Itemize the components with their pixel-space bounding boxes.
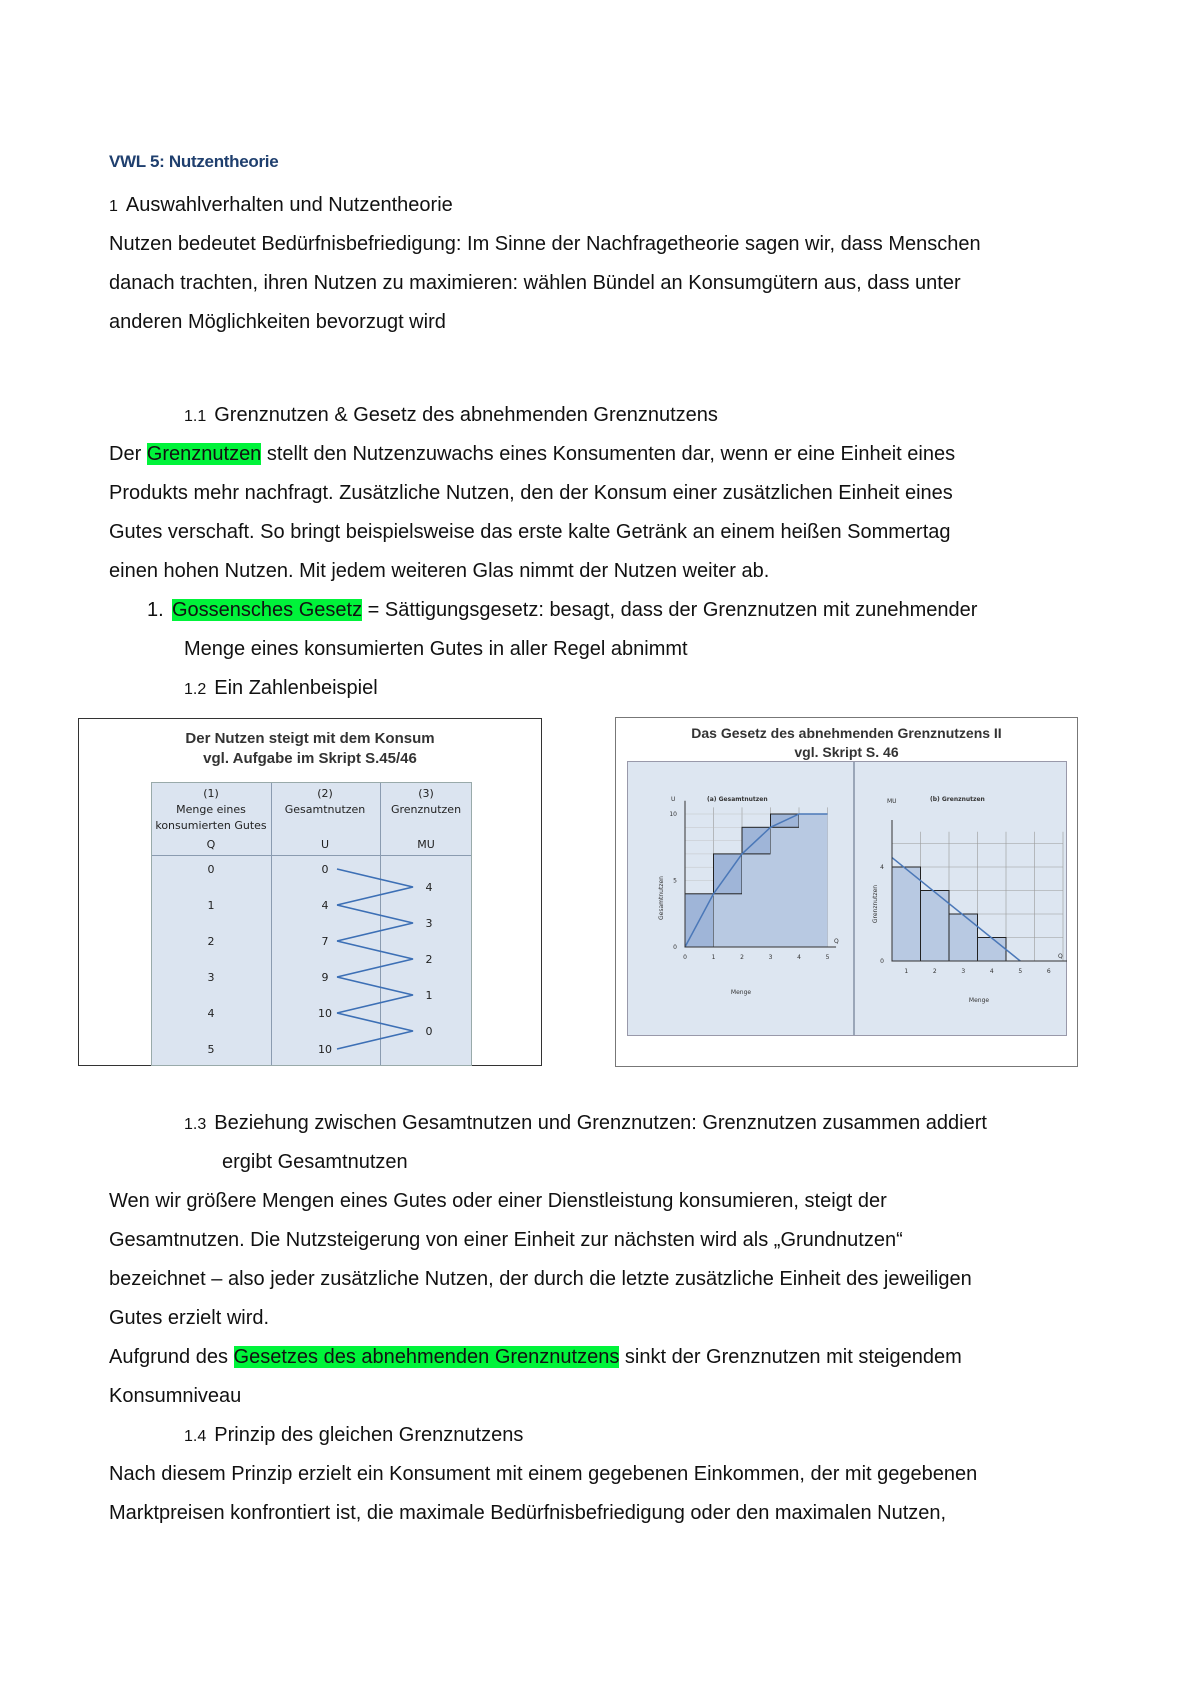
highlight-grenznutzen: Grenznutzen (146, 443, 262, 465)
heading-continuation: ergibt Gesamtnutzen (222, 1151, 408, 1173)
left-x-label: Menge (730, 989, 752, 996)
right-x-tick: 6 (1046, 968, 1051, 975)
header-label: Menge eines (176, 803, 246, 816)
section-number: 1.2 (184, 681, 207, 698)
heading-text: Beziehung zwischen Gesamtnutzen und Grenznutzen: Grenznutzen zusammen addiert (214, 1112, 987, 1134)
paragraph-line: Wen wir größere Mengen eines Gutes oder einer Dienstleistung konsumieren, steigt der (109, 1190, 887, 1212)
paragraph-line: einen hohen Nutzen. Mit jedem weiteren Glas nimmt der Nutzen weiter ab. (109, 560, 770, 582)
table-cell-q: 1 (207, 899, 215, 912)
right-q-label: Q (1058, 953, 1063, 960)
figure-subtitle: vgl. Aufgabe im Skript S.45/46 (203, 750, 417, 767)
section-number: 1.1 (184, 408, 207, 425)
left-x-tick: 5 (825, 954, 830, 961)
text-span: stellt den Nutzenzuwachs eines Konsumenten dar, wenn er eine Einheit eines (261, 443, 956, 465)
left-area-bar (799, 814, 828, 947)
table-cell-mu: 0 (425, 1025, 433, 1038)
left-x-tick: 2 (740, 954, 744, 961)
paragraph-line: anderen Möglichkeiten bevorzugt wird (109, 311, 446, 333)
section-1-2-heading (184, 676, 378, 702)
table-cell-mu: 3 (425, 917, 433, 930)
paragraph-line: danach trachten, ihren Nutzen zu maximieren: wählen Bündel an Konsumgütern aus, dass unter (109, 272, 961, 294)
paragraph-line: bezeichnet – also jeder zusätzliche Nutzen, der durch die letzte zusätzliche Einheit des jeweiligen (109, 1268, 972, 1290)
right-y-tick: 0 (880, 958, 884, 965)
figure-diminishing-utility (615, 717, 1078, 1067)
left-y-tick: 5 (673, 877, 677, 885)
table-cell-q: 0 (207, 863, 215, 876)
paragraph-line: Marktpreisen konfrontiert ist, die maximale Bedürfnisbefriedigung oder den maximalen Nutzen, (109, 1502, 947, 1524)
highlight-gossensches-gesetz: Gossensches Gesetz (172, 599, 363, 621)
right-y-tick: 4 (880, 864, 884, 871)
left-chart-title: (a) Gesamtnutzen (707, 796, 768, 803)
header-label: konsumierten Gutes (155, 819, 267, 832)
header-label: Gesamtnutzen (284, 803, 366, 816)
text-span: Der (109, 443, 147, 465)
section-1-heading (109, 193, 453, 219)
paragraph-line: Gutes erzielt wird. (109, 1307, 270, 1329)
heading-text: Ein Zahlenbeispiel (214, 677, 378, 699)
section-number: 1.4 (184, 1428, 207, 1445)
header-num: (1) (203, 787, 219, 800)
left-x-tick: 3 (768, 954, 773, 961)
header-symbol: U (320, 838, 330, 851)
table-cell-u: 7 (321, 935, 329, 948)
table-cell-mu: 2 (425, 953, 433, 966)
left-y-tick: 0 (673, 944, 677, 951)
paragraph-line: Gesamtnutzen. Die Nutzsteigerung von einer Einheit zur nächsten wird als „Grundnutzen“ (109, 1229, 903, 1251)
right-mu-label: MU (887, 798, 897, 805)
heading-text: Grenznutzen & Gesetz des abnehmenden Grenznutzens (214, 404, 718, 426)
figure-subtitle: vgl. Skript S. 46 (794, 744, 899, 760)
text-span: sinkt der Grenznutzen mit steigendem (619, 1346, 962, 1368)
header-symbol: MU (417, 838, 435, 851)
right-x-tick: 5 (1018, 968, 1023, 975)
left-u-label: U (671, 796, 676, 803)
table-cell-u: 4 (321, 899, 329, 912)
figure-utility-table (78, 718, 542, 1066)
section-1-4-heading (184, 1423, 523, 1449)
section-1-3-heading (184, 1111, 987, 1137)
header-num: (3) (418, 787, 434, 800)
right-mu-bar (949, 914, 978, 961)
text-span: Aufgrund des (109, 1346, 234, 1368)
table-cell-u: 10 (318, 1007, 332, 1020)
right-mu-bar (978, 938, 1007, 962)
paragraph-line: Gutes verschaft. So bringt beispielsweise das erste kalte Getränk an einem heißen Sommertag (109, 521, 951, 543)
table-cell-q: 5 (207, 1043, 215, 1056)
left-x-tick: 0 (683, 954, 687, 961)
utility-charts (627, 761, 1067, 1036)
header-num: (2) (317, 787, 333, 800)
heading-text: Prinzip des gleichen Grenznutzens (214, 1424, 524, 1446)
paragraph-line (109, 442, 955, 466)
highlight-gesetz: Gesetzes des abnehmenden Grenznutzens (233, 1346, 620, 1368)
table-cell-u: 0 (321, 863, 329, 876)
section-1-1-heading (184, 403, 718, 429)
right-x-label: Menge (968, 997, 990, 1004)
right-x-tick: 2 (932, 968, 937, 975)
section-number: 1 (109, 198, 118, 215)
figure-title: Das Gesetz des abnehmenden Grenznutzens II (691, 725, 1002, 741)
zigzag-line (337, 1013, 413, 1049)
paragraph-line (109, 1345, 962, 1369)
table-cell-mu: 1 (425, 989, 433, 1002)
right-mu-bar (892, 867, 921, 961)
table-cell-q: 2 (207, 935, 215, 948)
left-x-tick: 4 (797, 954, 801, 961)
header-label: Grenznutzen (390, 803, 462, 816)
right-x-tick: 1 (904, 968, 909, 975)
zigzag-line (337, 869, 413, 905)
paragraph-line: Nach diesem Prinzip erzielt ein Konsument mit einem gegebenen Einkommen, der mit gegebenen (109, 1463, 978, 1485)
table-cell-q: 4 (207, 1007, 215, 1020)
left-q-label: Q (834, 938, 839, 945)
left-x-tick: 1 (711, 954, 716, 961)
left-y-tick: 10 (669, 811, 677, 818)
section-number: 1.3 (184, 1116, 207, 1133)
table-cell-mu: 4 (425, 881, 433, 894)
paragraph-line: Nutzen bedeutet Bedürfnisbefriedigung: Im Sinne der Nachfragetheorie sagen wir, dass Menschen (109, 233, 981, 255)
zigzag-line (337, 905, 413, 941)
heading-text: Auswahlverhalten und Nutzentheorie (125, 194, 453, 216)
list-number: 1. (147, 599, 164, 621)
document-title: VWL 5: Nutzentheorie (109, 152, 279, 171)
list-item (147, 598, 977, 622)
header-symbol: Q (206, 838, 216, 851)
figure-title: Der Nutzen steigt mit dem Konsum (185, 730, 435, 747)
right-x-tick: 3 (961, 968, 966, 975)
text-span: = Sättigungsgesetz: besagt, dass der Grenznutzen mit zunehmender (362, 599, 978, 621)
paragraph-line: Produkts mehr nachfragt. Zusätzliche Nutzen, den der Konsum einer zusätzlichen Einheit eines (109, 482, 953, 504)
table-cell-u: 9 (321, 971, 329, 984)
right-mu-bar (921, 891, 950, 962)
left-y-label: Gesamtnutzen (658, 876, 665, 920)
paragraph-line: Konsumniveau (109, 1385, 242, 1407)
right-chart-title: (b) Grenznutzen (930, 796, 985, 803)
right-y-label: Grenznutzen (872, 884, 879, 924)
zigzag-line (337, 941, 413, 977)
left-area-bar (771, 814, 800, 947)
zigzag-line (337, 977, 413, 1013)
list-item-continuation: Menge eines konsumierten Gutes in aller Regel abnimmt (184, 638, 688, 660)
table-cell-q: 3 (207, 971, 215, 984)
table-cell-u: 10 (318, 1043, 332, 1056)
right-x-tick: 4 (989, 968, 994, 975)
utility-table-graphics (151, 782, 472, 1066)
